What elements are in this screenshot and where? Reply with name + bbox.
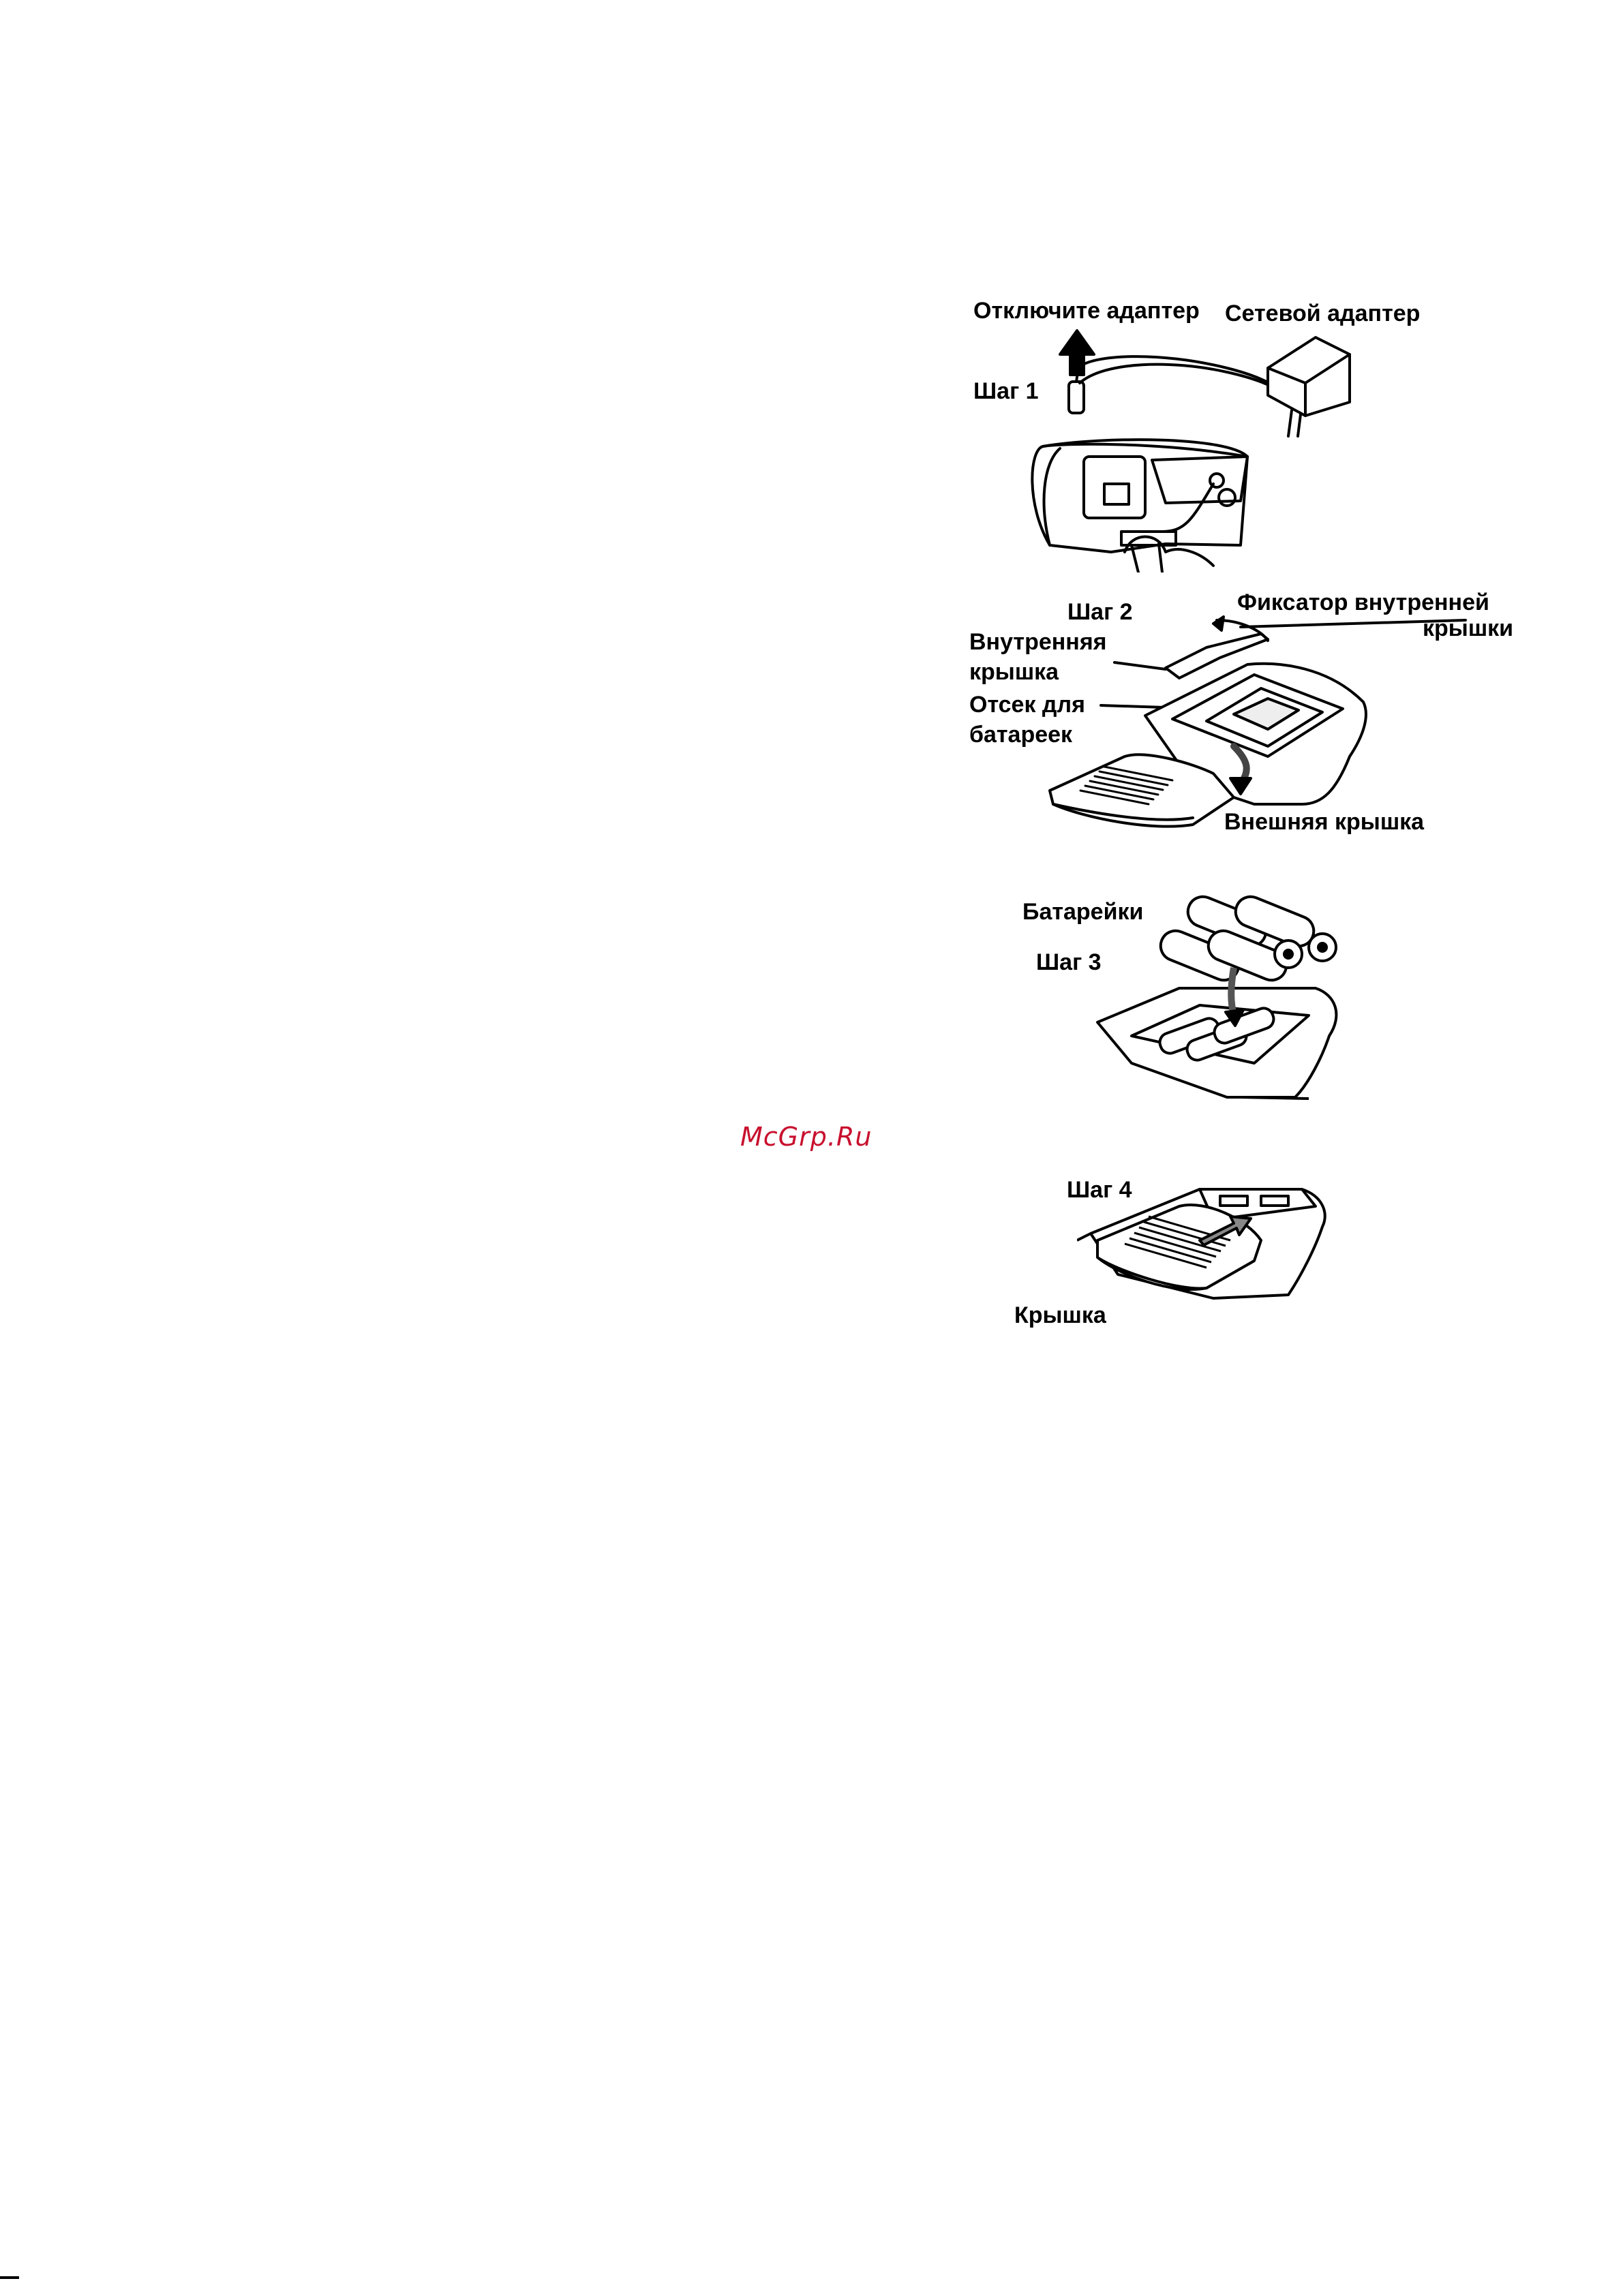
label-cover: Крышка bbox=[1014, 1302, 1106, 1328]
label-disconnect-adapter: Отключите адаптер bbox=[973, 298, 1200, 324]
label-inner-cover-latch-line1: Фиксатор внутренней bbox=[1237, 590, 1489, 615]
label-step-3: Шаг 3 bbox=[1036, 949, 1102, 975]
label-step-4: Шаг 4 bbox=[1067, 1177, 1132, 1203]
label-step-1: Шаг 1 bbox=[973, 378, 1039, 404]
page-corner-mark bbox=[0, 2276, 19, 2286]
watermark: McGrp.Ru bbox=[740, 1122, 873, 1152]
label-step-2: Шаг 2 bbox=[1067, 599, 1133, 625]
label-mains-adapter: Сетевой адаптер bbox=[1225, 301, 1421, 326]
step4-illustration bbox=[1077, 1159, 1391, 1343]
step1-illustration bbox=[1022, 327, 1377, 572]
label-outer-cover: Внешняя крышка bbox=[1224, 809, 1425, 835]
label-inner-cover-line1: Внутренняя bbox=[969, 629, 1107, 655]
step3-illustration bbox=[1091, 879, 1377, 1124]
label-inner-cover-latch-line2: крышки bbox=[1423, 615, 1514, 641]
label-battery-compartment-line2: батареек bbox=[969, 722, 1073, 748]
label-inner-cover-line2: крышка bbox=[969, 659, 1059, 685]
label-batteries: Батарейки bbox=[1022, 899, 1144, 925]
label-battery-compartment-line1: Отсек для bbox=[969, 692, 1085, 718]
step2-illustration bbox=[1043, 600, 1472, 845]
